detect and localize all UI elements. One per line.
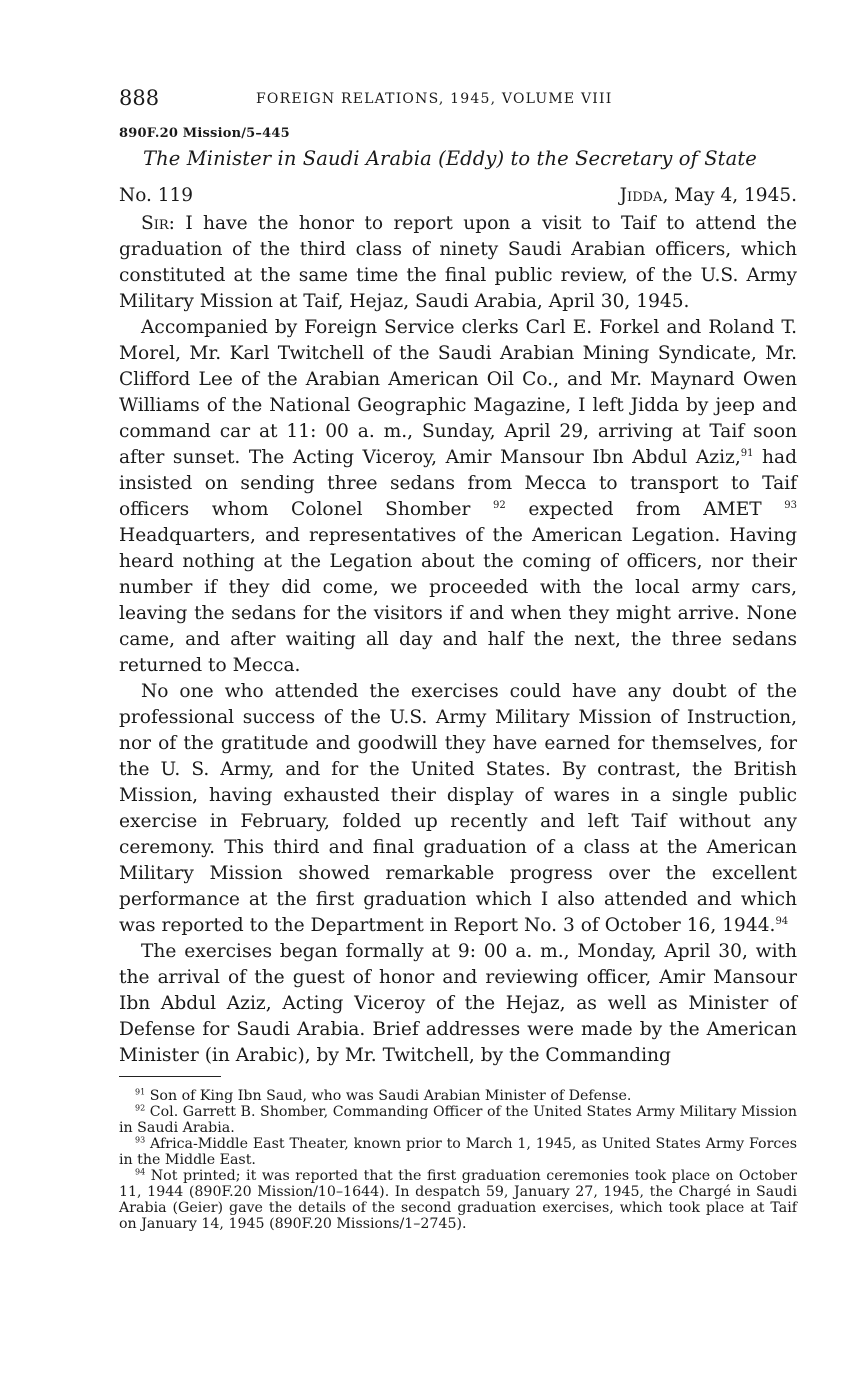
footnotes bbox=[119, 1088, 797, 1232]
footnote-text: Not printed; it was reported that the first graduation ceremonies took place on October 11, 1944 (890F.20 Mission/10–1644). In despatch 59, January 27, 1945, the Chargé in Saudi Arabia (Geier) gave the details of the second graduation exercises, which took place at Taif on January 14, 1945 (890F.20 Missions/1–2745). bbox=[119, 1168, 797, 1232]
footnote-ref: 93 bbox=[784, 499, 797, 511]
dateline bbox=[119, 185, 797, 206]
paragraph-text: had insisted on sending three sedans from Mecca to transport to Taif officers whom Colonel Shomber bbox=[119, 447, 798, 520]
page-header bbox=[119, 86, 797, 116]
place-date bbox=[620, 185, 797, 206]
salutation: Sir bbox=[141, 213, 169, 234]
footnote-number: 94 bbox=[135, 1167, 146, 1177]
paragraph-3 bbox=[119, 679, 797, 939]
document-page bbox=[119, 86, 797, 1232]
footnote-number: 92 bbox=[135, 1103, 146, 1113]
paragraph-1 bbox=[119, 211, 797, 315]
letter-body bbox=[119, 211, 797, 1069]
footnote-text: Col. Garrett B. Shomber, Commanding Officer of the United States Army Military Mission in Saudi Arabia. bbox=[119, 1104, 797, 1136]
footnote-divider bbox=[119, 1076, 221, 1077]
paragraph-4 bbox=[119, 939, 797, 1069]
footnote-ref: 91 bbox=[740, 447, 754, 459]
paragraph-text: The exercises began formally at 9: 00 a. m., Monday, April 30, with the arrival of the guest of honor and reviewing officer, Amir Mansour Ibn Abdul Aziz, Acting Viceroy of the Hejaz, as well as Minister of Defense for Saudi Arabia. Brief addresses were made by the American Minister (in Arabic), by Mr. Twitchell, by the Commanding bbox=[119, 941, 797, 1066]
document-number: No. 119 bbox=[119, 185, 194, 206]
footnote-number: 93 bbox=[135, 1135, 146, 1145]
footnote-number: 91 bbox=[135, 1087, 146, 1097]
document-title: The Minister in Saudi Arabia (Eddy) to the Secretary of State bbox=[143, 147, 757, 170]
running-head: FOREIGN RELATIONS, 1945, VOLUME VIII bbox=[256, 91, 613, 107]
paragraph-text: Accompanied by Foreign Service clerks Carl E. Forkel and Roland T. Morel, Mr. Karl Twitchell of the Saudi Arabian Mining Syndicate, Mr. Clifford Lee of the Arabian American Oil Co., and Mr. Maynard Owen Williams of the National Geographic Magazine, I left Jidda by jeep and command car at 11: 00 a. m., Sunday, April 29, arriving at Taif soon after sunset. The Acting Viceroy, Amir Mansour Ibn Abdul Aziz, bbox=[119, 317, 797, 468]
footnote bbox=[119, 1168, 797, 1232]
file-reference: 890F.20 Mission/5–445 bbox=[119, 126, 290, 141]
footnote-text: Africa-Middle East Theater, known prior to March 1, 1945, as United States Army Forces in the Middle East. bbox=[119, 1136, 797, 1168]
paragraph-text: expected from AMET bbox=[505, 499, 785, 520]
footnote bbox=[119, 1104, 797, 1136]
date: , May 4, 1945. bbox=[662, 185, 797, 206]
paragraph-text: Headquarters, and representatives of the American Legation. Having heard nothing at the Legation about the coming of officers, nor their number if they did come, we proceeded with the local army cars, leaving the sedans for the visitors if and when they might arrive. None came, and after waiting all day and half the next, the three sedans returned to Mecca. bbox=[119, 525, 797, 676]
footnote-ref: 94 bbox=[775, 915, 789, 927]
place: Jidda bbox=[619, 185, 663, 206]
footnote-ref: 92 bbox=[493, 499, 506, 511]
page-number: 888 bbox=[119, 86, 160, 110]
paragraph-2 bbox=[119, 315, 797, 679]
footnote bbox=[119, 1088, 797, 1104]
paragraph-text: No one who attended the exercises could have any doubt of the professional success of the U.S. Army Military Mission of Instruction, nor of the gratitude and goodwill they have earned for themselves, for the U. S. Army, and for the United States. By contrast, the British Mission, having exhausted their display of wares in a single public exercise in February, folded up recently and left Taif without any ceremony. This third and final graduation of a class at the American Military Mission showed remarkable progress over the excellent performance at the first graduation which I also attended and which was reported to the Department in Report No. 3 of October 16, 1944. bbox=[119, 681, 797, 936]
footnote-text: Son of King Ibn Saud, who was Saudi Arabian Minister of Defense. bbox=[145, 1088, 632, 1104]
footnote bbox=[119, 1136, 797, 1168]
paragraph-text: : I have the honor to report upon a visit to Taif to attend the graduation of the third class of ninety Saudi Arabian officers, which constituted at the same time the final public review, of the U.S. Army Military Mission at Taif, Hejaz, Saudi Arabia, April 30, 1945. bbox=[119, 213, 797, 312]
